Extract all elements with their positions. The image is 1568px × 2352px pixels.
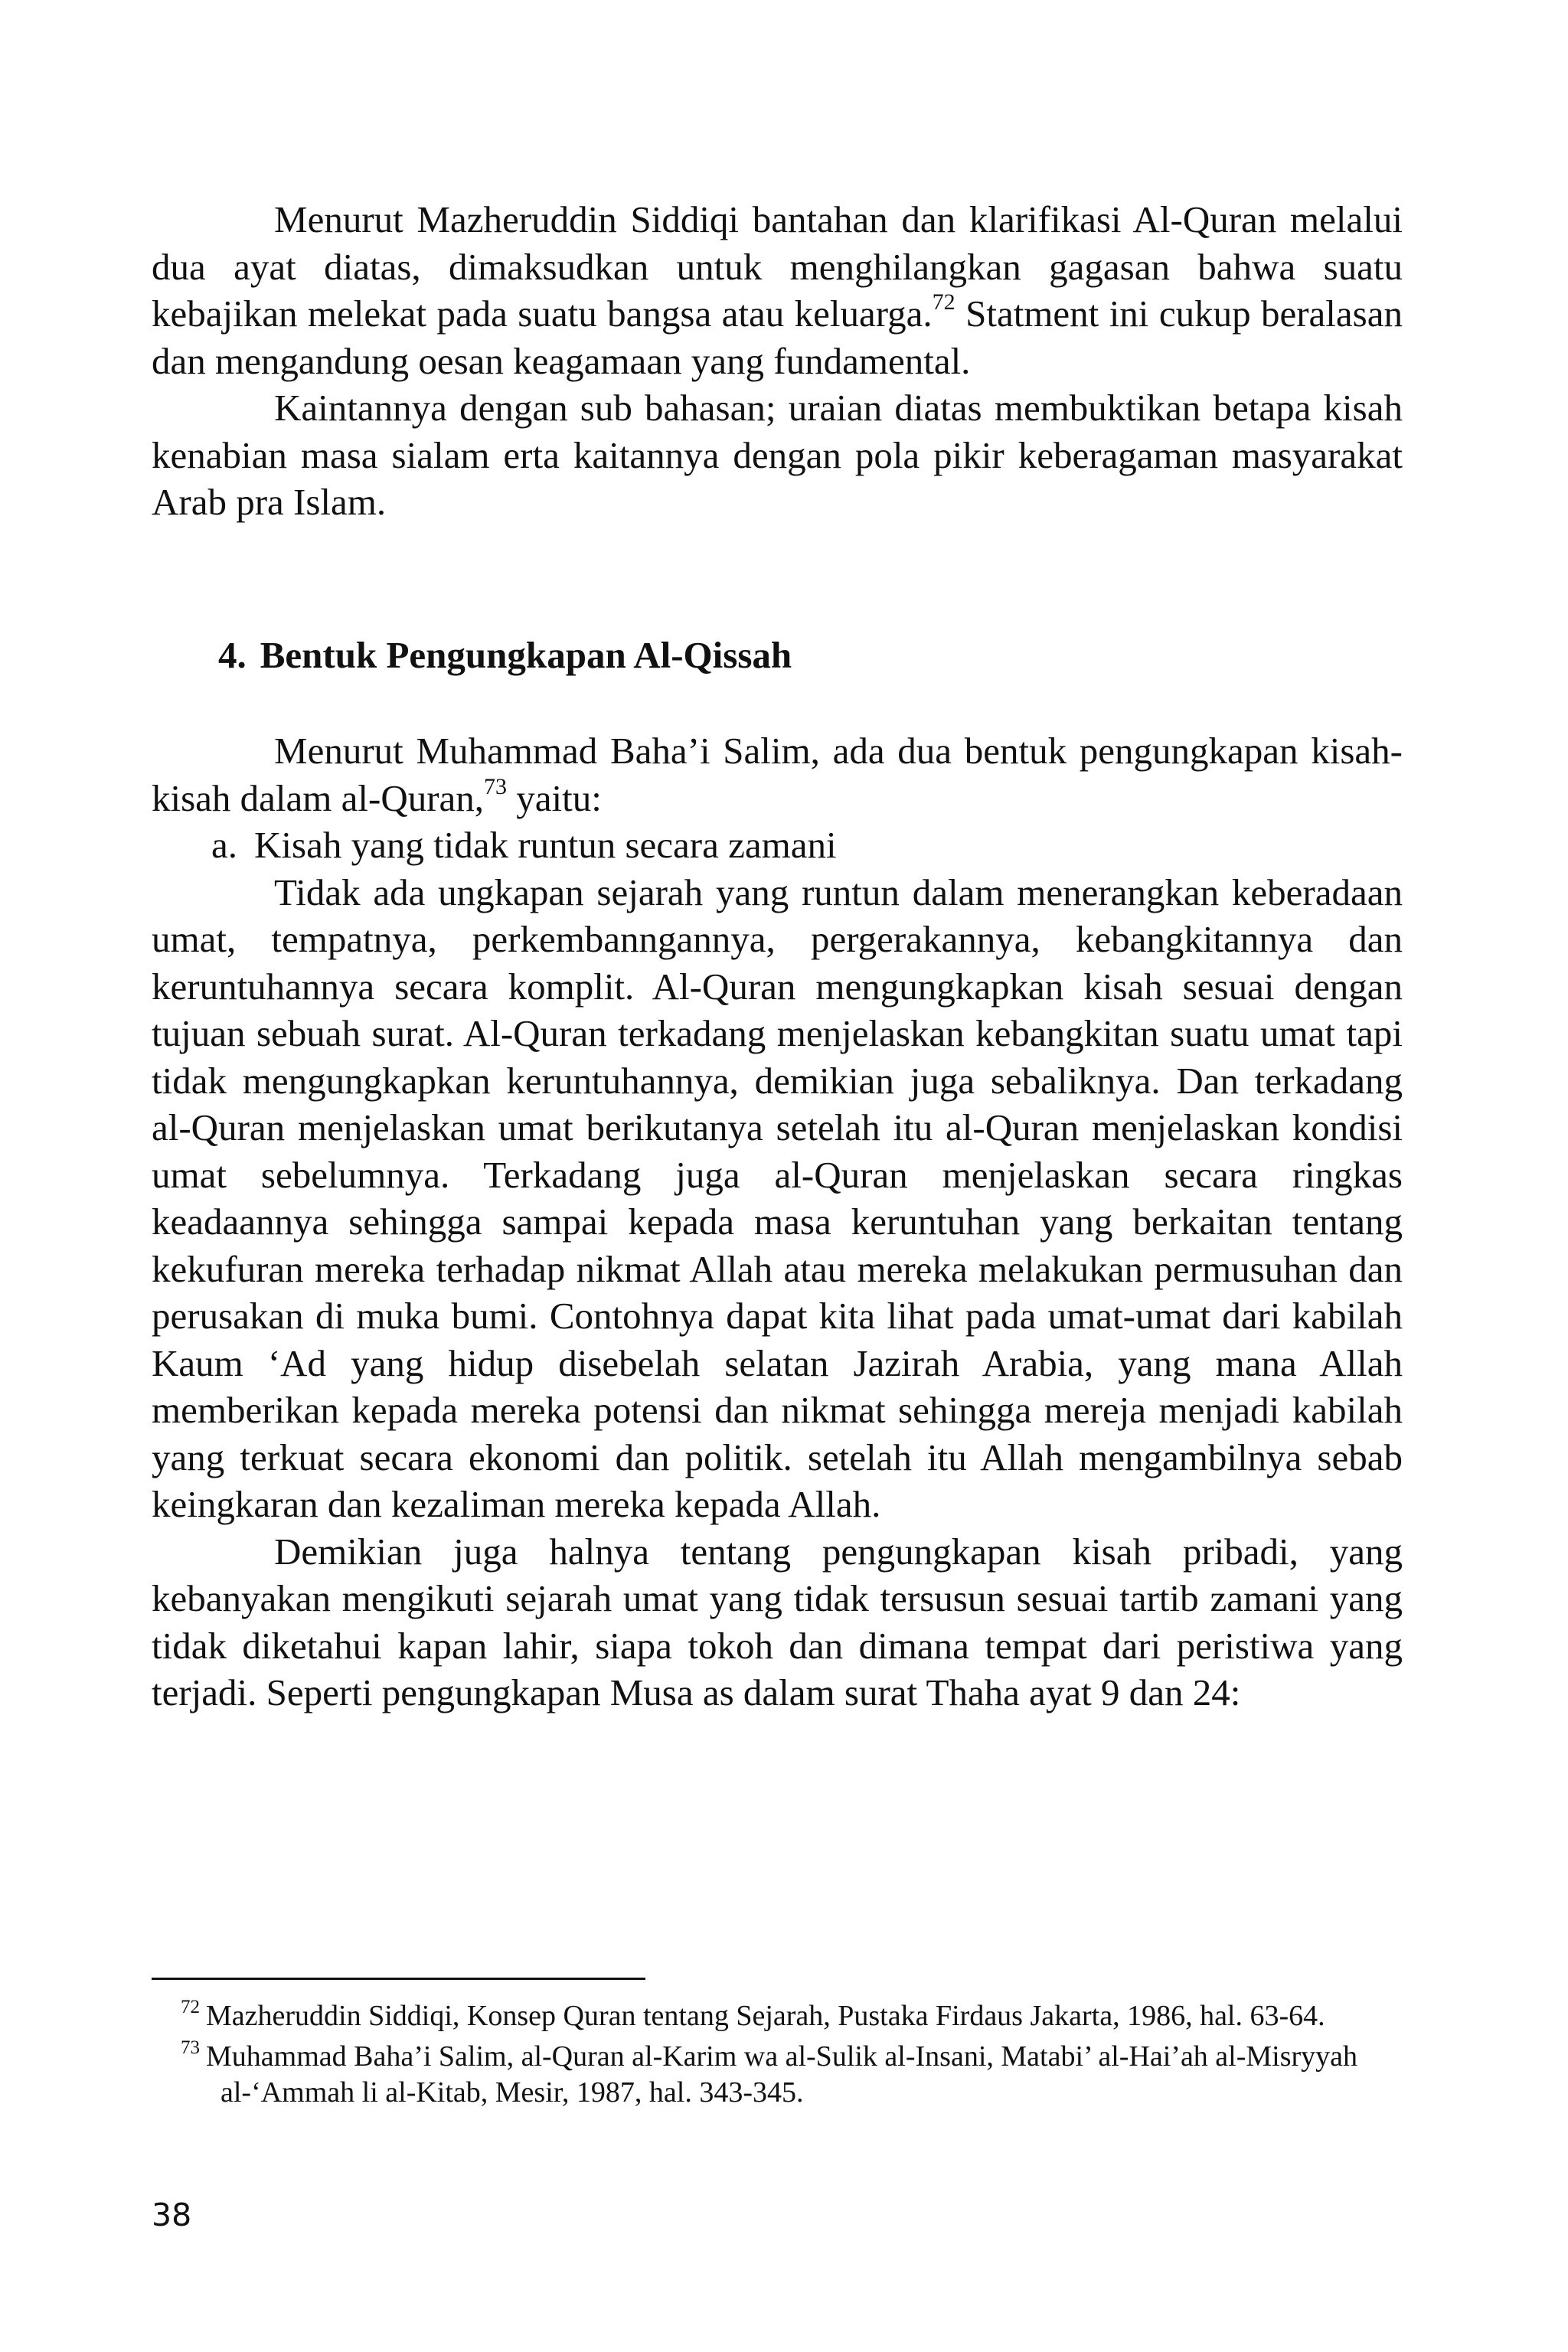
body-text-top — [152, 196, 1403, 526]
body-text-main — [152, 727, 1403, 1717]
section-heading — [218, 632, 792, 679]
footnote-73 — [152, 2039, 1403, 2111]
section-number: 4. — [218, 634, 247, 676]
footnote-ref-73[interactable]: 73 — [484, 773, 508, 799]
paragraph-text-tail: yaitu: — [507, 776, 602, 819]
footnote-number: 73 — [181, 2037, 200, 2058]
subsection-heading — [152, 822, 1403, 869]
paragraph-siddiqi — [152, 196, 1403, 384]
paragraph-text: Kaintannya dengan sub bahasan; uraian diatas membuktikan betapa kisah kenabian masa sialam erta kaitannya dengan pola pikir keberagaman masyarakat Arab pra Islam. — [152, 387, 1403, 523]
footnote-ref-72[interactable]: 72 — [932, 289, 956, 315]
subsection-letter: a. — [211, 824, 237, 866]
paragraph-text-tail: Statment ini cukup beralasan dan mengandung oesan keagamaan yang fundamental. — [152, 292, 1403, 382]
paragraph-kaintannya — [152, 384, 1403, 526]
footnote-divider — [152, 1978, 645, 1980]
paragraph-demikian: Demikian juga halnya tentang pengungkapan kisah pribadi, yang kebanyakan mengikuti sejarah umat yang tidak tersusun sesuai tartib zamani yang tidak diketahui kapan lahir, siapa tokoh dan dimana tempat dari peristiwa yang terjadi. Seperti pengungkapan Musa as dalam surat Thaha ayat 9 dan 24: — [152, 1530, 1403, 1713]
page-number: 38 — [152, 2197, 192, 2233]
footnote-text: Mazheruddin Siddiqi, Konsep Quran tentang Sejarah, Pustaka Firdaus Jakarta, 1986, hal. 63-64. — [206, 2000, 1325, 2032]
paragraph-text: Menurut Muhammad Baha’i Salim, ada dua bentuk pengungkapan kisah-kisah dalam al-Quran, — [152, 730, 1403, 819]
footnotes — [152, 1998, 1403, 2115]
footnote-72 — [152, 1998, 1403, 2034]
paragraph-intro — [152, 727, 1403, 822]
paragraph-text: Menurut Mazheruddin Siddiqi bantahan dan klarifikasi Al-Quran melalui dua ayat diatas, dimaksudkan untuk menghilangkan gagasan bahwa suatu kebajikan melekat pada suatu bangsa atau keluarga. — [152, 198, 1403, 335]
footnote-number: 72 — [181, 1997, 200, 2017]
footnote-text: Muhammad Baha’i Salim, al-Quran al-Karim wa al-Sulik al-Insani, Matabi’ al-Hai’ah al-Misryyah al-‘Ammah li al-Kitab, Mesir, 1987, hal. 343-345. — [206, 2040, 1358, 2109]
paragraph-tidak-ada: Tidak ada ungkapan sejarah yang runtun dalam menerangkan keberadaan umat, tempatnya, perkembanngannya, pergerakannya, kebangkitannya dan keruntuhannya secara komplit. Al-Quran mengungkapkan kisah sesuai dengan tujuan sebuah surat. Al-Quran terkadang menjelaskan kebangkitan suatu umat tapi tidak mengungkapkan keruntuhannya, demikian juga sebaliknya. Dan terkadang al-Quran menjelaskan umat berikutanya setelah itu al-Quran menjelaskan kondisi umat sebelumnya. Terkadang juga al-Quran menjelaskan secara ringkas keadaannya sehingga sampai kepada masa keruntuhan yang berkaitan tentang kekufuran mereka terhadap nikmat Allah atau mereka melakukan permusuhan dan perusakan di muka bumi. Contohnya dapat kita lihat pada umat-umat dari kabilah Kaum ‘Ad yang hidup disebelah selatan Jazirah Arabia, yang mana Allah memberikan kepada mereka potensi dan nikmat sehingga mereja menjadi kabilah yang terkuat secara ekonomi dan politik. setelah itu Allah mengambilnya sebab keingkaran dan kezaliman mereka kepada Allah. — [152, 871, 1403, 1525]
subsection-title: Kisah yang tidak runtun secara zamani — [254, 824, 837, 866]
section-title: Bentuk Pengungkapan Al-Qissah — [260, 634, 792, 676]
